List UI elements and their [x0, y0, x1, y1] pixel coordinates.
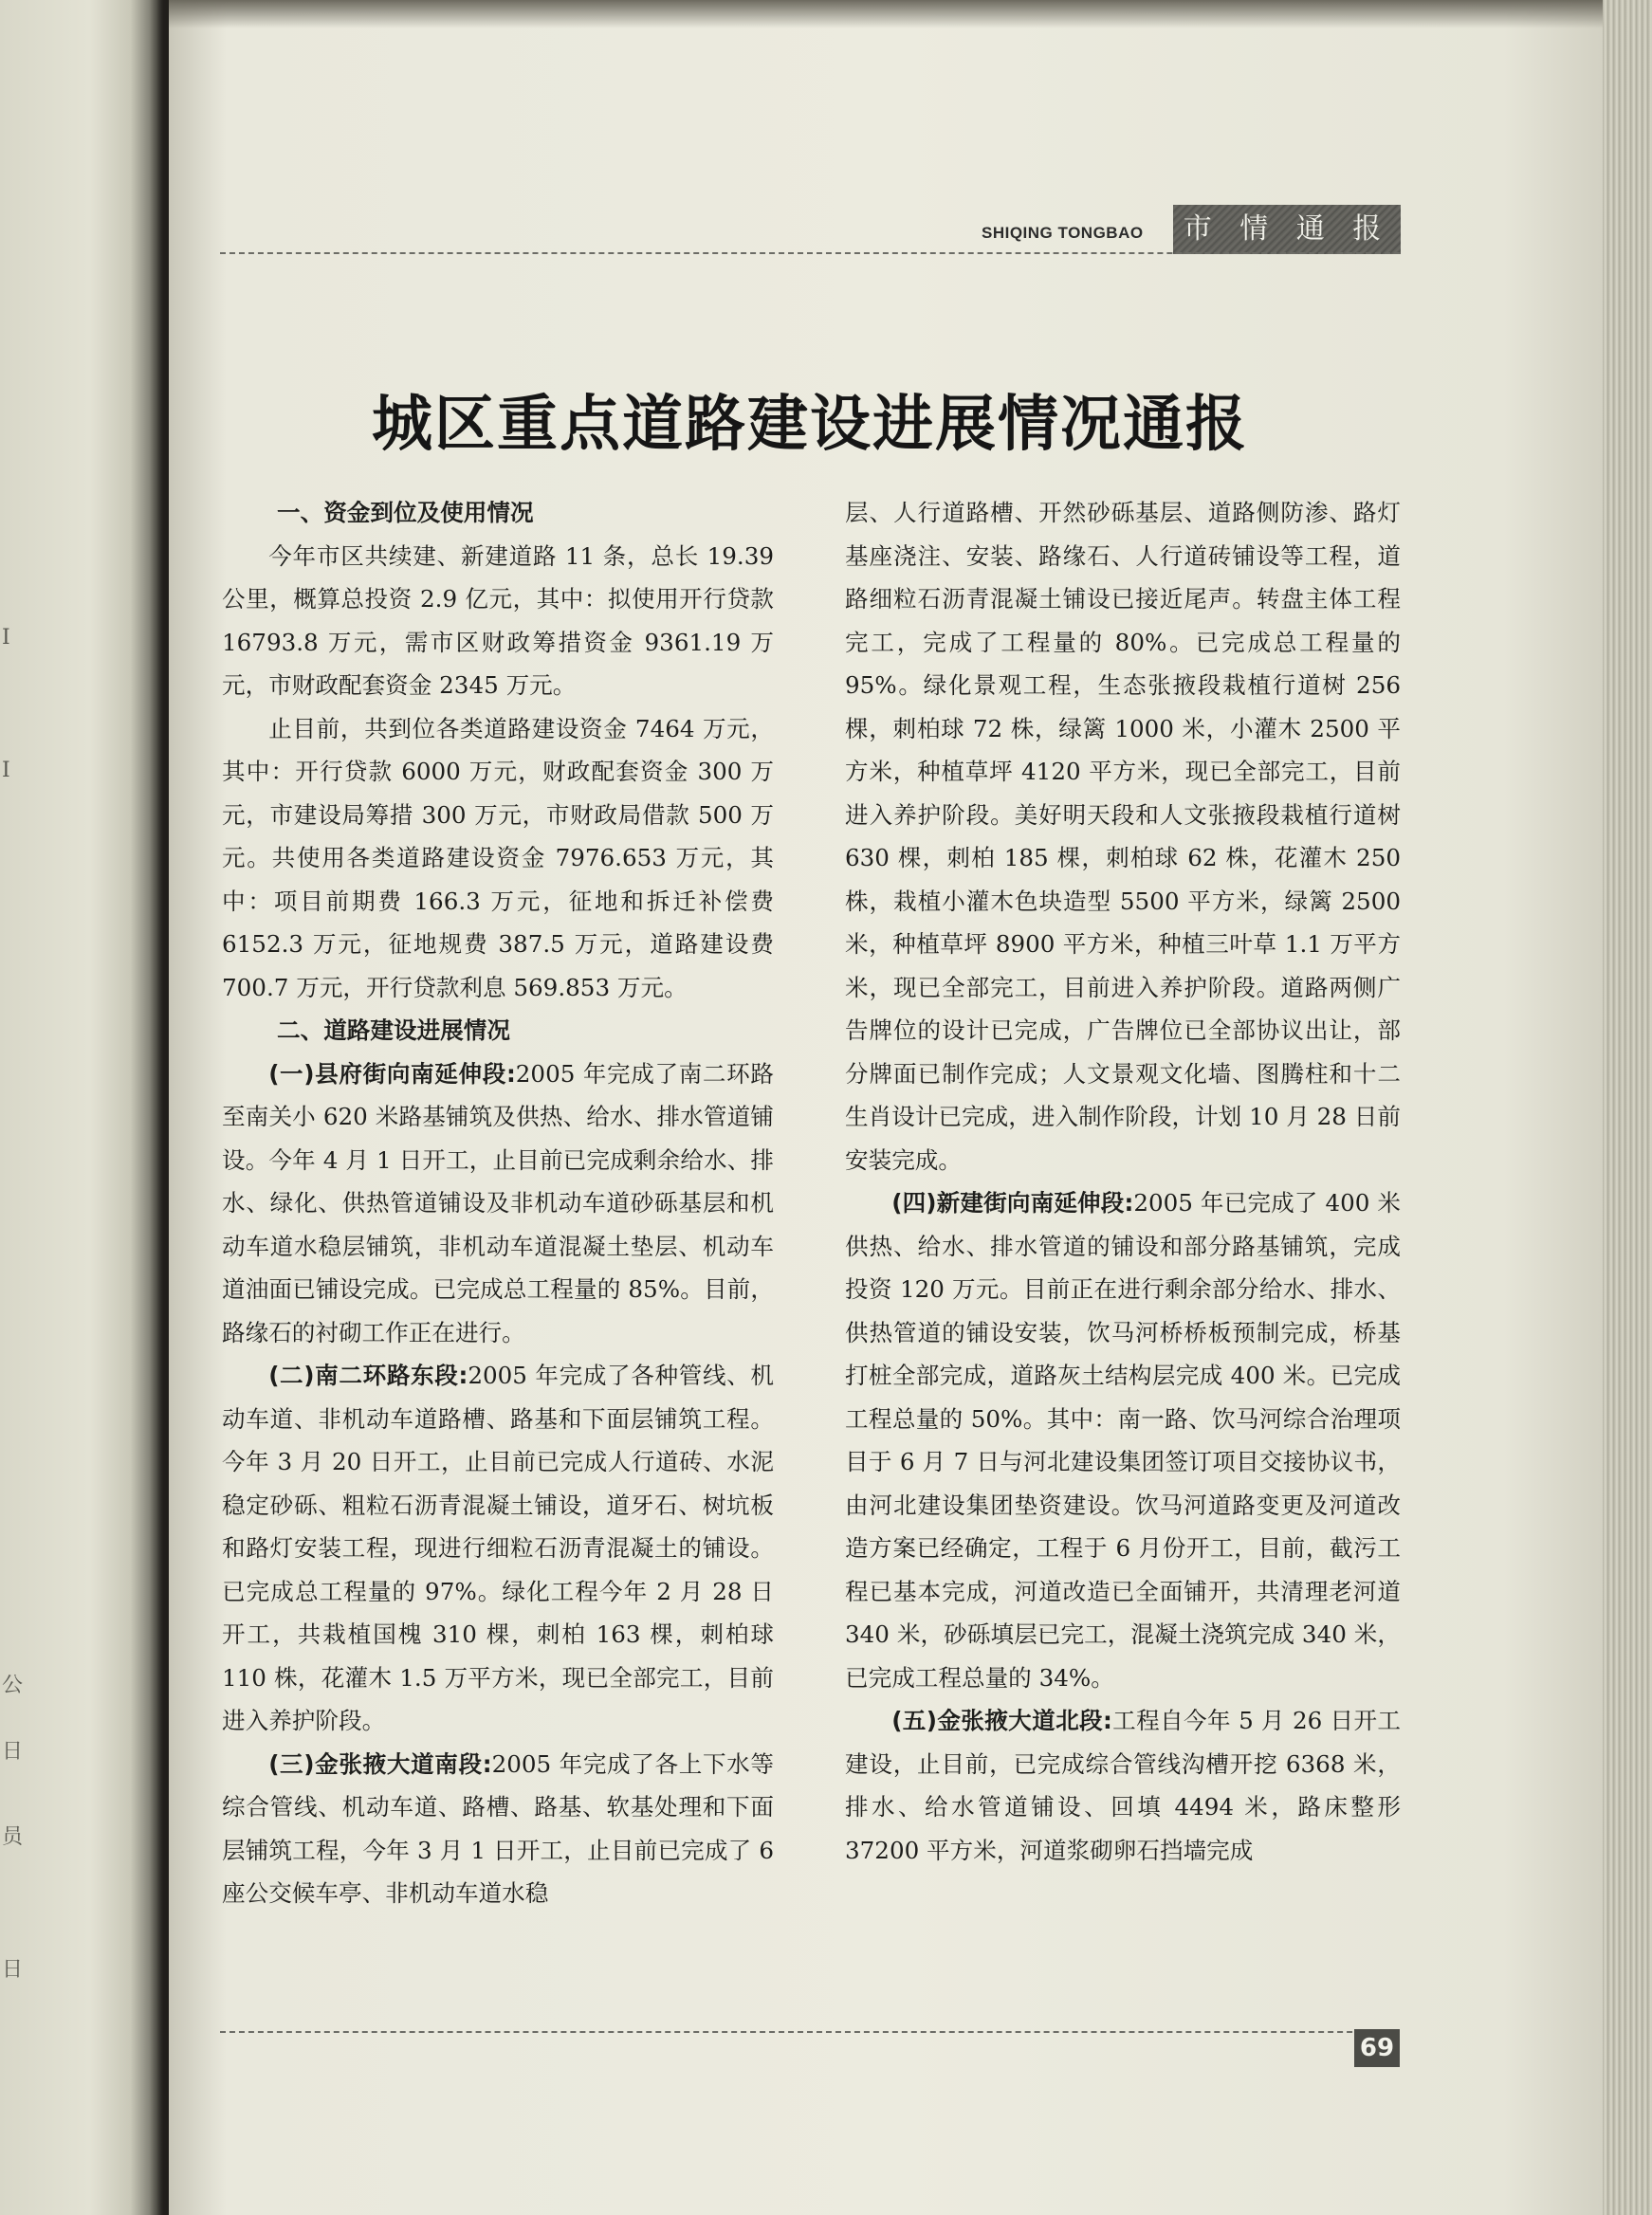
- article-title: 城区重点道路建设进展情况通报: [372, 389, 1248, 460]
- left-margin-fragment: I: [2, 626, 10, 650]
- paragraph-lead: (一)县府街向南延伸段:: [268, 1059, 516, 1088]
- paragraph-text: 止目前，共到位各类道路建设资金 7464 万元，其中：开行贷款 6000 万元，财政配套资金 300 万元，市建设局筹措 300 万元，市财政局借款 500 万元。共使用各类道路建设资金 7976.653 万元，其中：项目前期费 166.3 万元，征地和拆迁补偿费 6152.3 万元，征地规费 387.5 万元，道路建设费 700.7 万元，开行贷款利息 569.853 万元。: [222, 714, 774, 1001]
- paragraph-lead: (五)金张掖大道北段:: [891, 1707, 1112, 1734]
- paragraph: [222, 1743, 774, 1915]
- left-column: [222, 491, 774, 2008]
- paragraph: [845, 1181, 1401, 1699]
- left-margin-fragment: 公: [2, 1674, 24, 1697]
- section-heading: 二、道路建设进展情况: [277, 1016, 510, 1044]
- paragraph: [222, 1354, 774, 1743]
- paragraph-text: 2005 年完成了南二环路至南关小 620 米路基铺筑及供热、给水、排水管道铺设。今年 4 月 1 日开工，止目前已完成剩余给水、排水、绿化、供热管道铺设及非机动车道砂砾基层和机动车道水稳层铺筑，非机动车道混凝土垫层、机动车道油面已铺设完成。已完成总工程量的 85%。目前，路缘石的衬砌工作正在进行。: [222, 1059, 774, 1346]
- paragraph-text: 今年市区共续建、新建道路 11 条，总长 19.39 公里，概算总投资 2.9 亿元，其中：拟使用开行贷款 16793.8 万元，需市区财政筹措资金 9361.19 万元，市财政配套资金 2345 万元。: [222, 541, 774, 699]
- paragraph: [845, 1699, 1401, 1872]
- paragraph-text: 层、人行道路槽、开然砂砾基层、道路侧防渗、路灯基座浇注、安装、路缘石、人行道砖铺设等工程，道路细粒石沥青混凝土铺设已接近尾声。转盘主体工程完工，完成了工程量的 80%。已完成总工程量的 95%。绿化景观工程，生态张掖段栽植行道树 256 棵，刺柏球 72 株，绿篱 1000 米，小灌木 2500 平方米，种植草坪 4120 平方米，现已全部完工，目前进入养护阶段。美好明天段和人文张掖段栽植行道树 630 棵，刺柏 185 棵，刺柏球 62 株，花灌木 250 株，栽植小灌木色块造型 5500 平方米，绿篱 2500 米，种植草坪 8900 平方米，种植三叶草 1.1 万平方米，现已全部完工，目前进入养护阶段。道路两侧广告牌位的设计已完成，广告牌位已全部协议出让，部分牌面已制作完成；人文景观文化墙、图腾柱和十二生肖设计已完成，进入制作阶段，计划 10 月 28 日前安装完成。: [845, 499, 1401, 1174]
- paragraph-text: 2005 年完成了各上下水等综合管线、机动车道、路槽、路基、软基处理和下面层铺筑工程，今年 3 月 1 日开工，止目前已完成了 6 座公交候车亭、非机动车道水稳: [222, 1749, 774, 1907]
- paragraph-text: 工程自今年 5 月 26 日开工建设，止目前，已完成综合管线沟槽开挖 6368 米，排水、给水管道铺设、回填 4494 米，路床整形 37200 平方米，河道浆砌卵石挡墙完成: [845, 1707, 1401, 1864]
- paragraph: [222, 707, 774, 1010]
- footer-rule: [220, 2031, 1400, 2033]
- paragraph: [222, 1053, 774, 1355]
- left-margin-fragment: I: [2, 759, 10, 782]
- paragraph-text: 2005 年完成了各种管线、机动车道、非机动车道路槽、路基和下面层铺筑工程。今年 3 月 20 日开工，止目前已完成人行道砖、水泥稳定砂砾、粗粒石沥青混凝土铺设，道牙石、树坑板和路灯安装工程，现进行细粒石沥青混凝土的铺设。已完成总工程量的 97%。绿化工程今年 2 月 28 日开工，共栽植国槐 310 棵，刺柏 163 棵，刺柏球 110 株，花灌木 1.5 万平方米，现已全部完工，目前进入养护阶段。: [222, 1362, 774, 1734]
- left-margin-fragment: 日: [2, 1740, 24, 1764]
- page-stack-edge: [1603, 0, 1652, 2215]
- header-rule: [220, 252, 1400, 254]
- header-brand: SHIQING TONGBAO: [982, 224, 1144, 242]
- section-tab: 市 情 通 报: [1173, 205, 1401, 254]
- paragraph-lead: (二)南二环路东段:: [268, 1362, 468, 1389]
- left-margin-fragment: 日: [2, 1958, 24, 1982]
- page-top-shadow: [169, 0, 1620, 28]
- left-margin-fragment: 员: [2, 1825, 24, 1849]
- paragraph-text: 2005 年已完成了 400 米供热、给水、排水管道的铺设和部分路基铺筑，完成投资 120 万元。目前正在进行剩余部分给水、排水、供热管道的铺设安装，饮马河桥桥板预制完成，桥基打桩全部完成，道路灰土结构层完成 400 米。已完成工程总量的 50%。其中：南一路、饮马河综合治理项目于 6 月 7 日与河北建设集团签订项目交接协议书，由河北建设集团垫资建设。饮马河道路变更及河道改造方案已经确定，工程于 6 月份开工，目前，截污工程已基本完成，河道改造已全面铺开，共清理老河道 340 米，砂砾填层已完工，混凝土浇筑完成 340 米，已完成工程总量的 34%。: [845, 1189, 1401, 1692]
- paragraph-lead: (三)金张掖大道南段:: [268, 1749, 492, 1778]
- left-page-edge: [0, 0, 163, 2215]
- paragraph: [222, 535, 774, 707]
- paragraph: [845, 491, 1401, 1181]
- section-heading: 一、资金到位及使用情况: [277, 499, 534, 526]
- page-number: 69: [1354, 2029, 1400, 2067]
- right-column: [845, 491, 1401, 2008]
- paragraph-lead: (四)新建街向南延伸段:: [891, 1189, 1134, 1217]
